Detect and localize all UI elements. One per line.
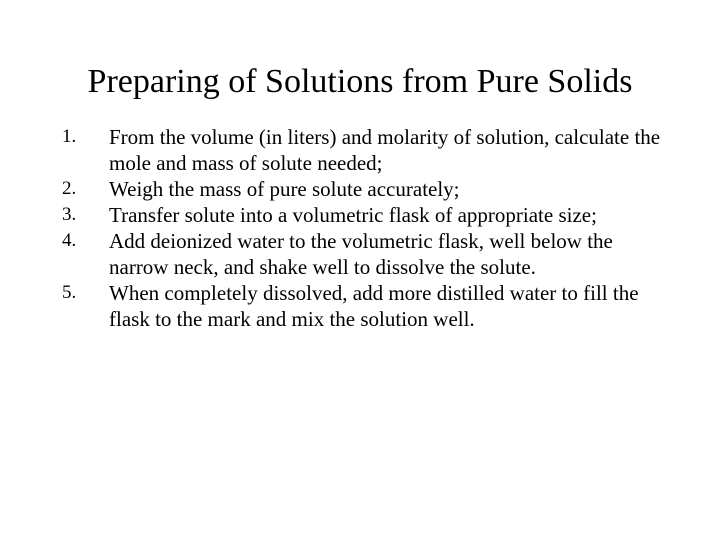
step-number: 1. bbox=[62, 126, 77, 147]
step-item bbox=[62, 202, 662, 228]
step-item bbox=[62, 176, 662, 202]
step-item bbox=[62, 280, 662, 332]
step-text: Add deionized water to the volumetric flask, well below the narrow neck, and shake well to dissolve the solute. bbox=[109, 229, 613, 279]
slide-title: Preparing of Solutions from Pure Solids bbox=[87, 63, 633, 100]
step-text: Transfer solute into a volumetric flask of appropriate size; bbox=[109, 203, 597, 227]
step-number: 3. bbox=[62, 204, 77, 225]
step-number: 4. bbox=[62, 230, 77, 251]
step-text: From the volume (in liters) and molarity of solution, calculate the mole and mass of solute needed; bbox=[109, 125, 661, 175]
step-item bbox=[62, 228, 662, 280]
step-item bbox=[62, 124, 662, 176]
step-text: When completely dissolved, add more distilled water to fill the flask to the mark and mix the solution well. bbox=[109, 281, 639, 331]
step-number: 5. bbox=[62, 282, 77, 303]
steps-list bbox=[62, 124, 662, 332]
step-text: Weigh the mass of pure solute accurately; bbox=[109, 177, 460, 201]
step-number: 2. bbox=[62, 178, 77, 199]
